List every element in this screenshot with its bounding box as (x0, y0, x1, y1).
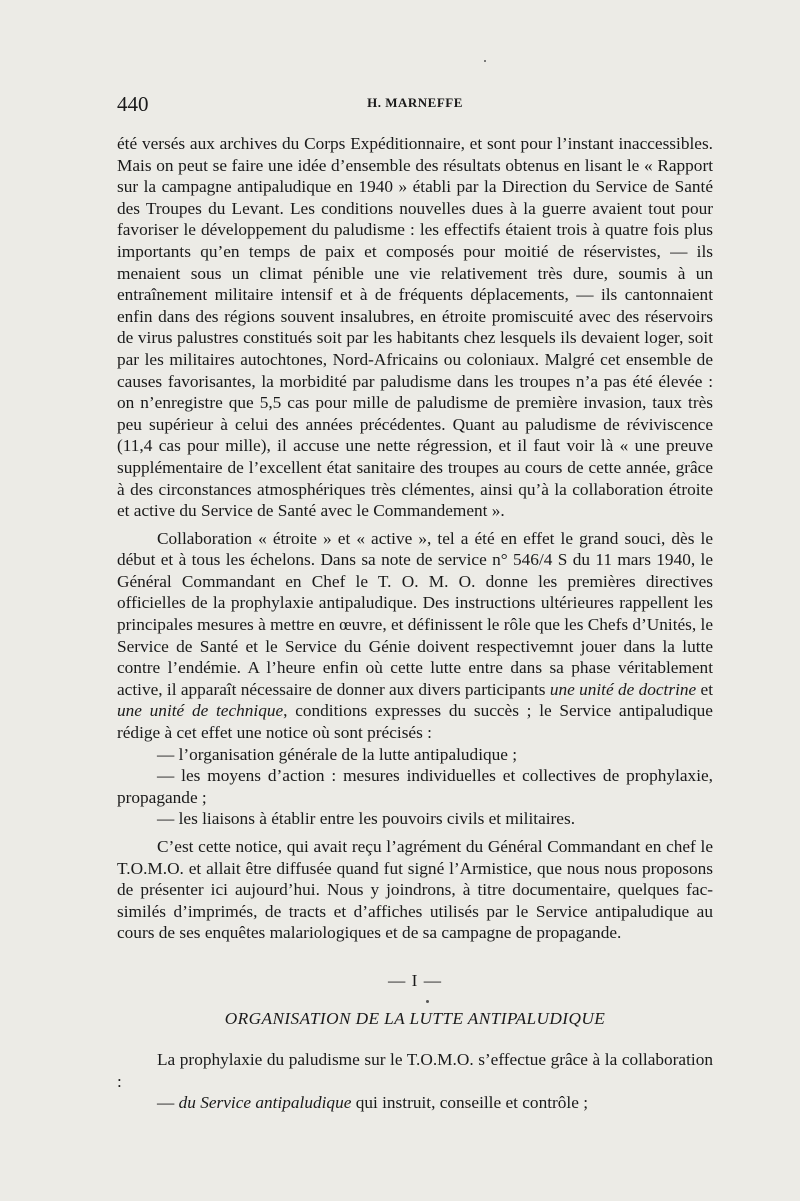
paragraph-2-part-b: et (696, 679, 713, 699)
section-number: — I — (388, 970, 442, 990)
paragraph-3: C’est cette notice, qui avait reçu l’agrément du Général Commandant en chef le T.O.M.O. et allait être diffusée quand fut signé l’Armistice, que nous nous proposons de présenter ici aujourd’hui. Nous y joindrons, à titre documentaire, quelques fac-similés d’imprimés, de tracts et d’affiches utilisés par le Service antipaludique au cours de ses enquêtes malariologiques et de sa campagne de propagande. (117, 837, 713, 943)
paragraph-2-part-a: Collaboration « étroite » et « active », tel a été en effet le grand souci, dès le début et à tous les échelons. Dans sa note de service n° 546/4 S du 11 mars 1940, le Général Commandant en Chef le T. O. M. O. donne les premières directives officielles de la prophylaxie antipaludique. Des instructions ultérieures rappellent les principales mesures à mettre en œuvre, et définissent le rôle que les Chefs d’Unités, le Service de Santé et le Service du Génie doivent respectivemnt jouer dans la lutte contre l’endémie. A l’heure enfin où cette lutte entre dans sa phase véritablement active, il apparaît nécessaire de donner aux divers participants (117, 528, 714, 699)
paragraph-2 (117, 528, 713, 744)
page-number: 440 (117, 92, 149, 116)
list-item-liaisons: — les liaisons à établir entre les pouvoirs civils et militaires. (157, 809, 576, 829)
list-item-rest: qui instruit, conseille et contrôle ; (351, 1093, 588, 1113)
emphasis-unite-doctrine: une unité de doctrine (549, 679, 697, 699)
list-item-service-antipaludique (117, 1092, 713, 1114)
running-head (117, 92, 713, 116)
paper-speck (426, 1000, 429, 1003)
paragraph-1: été versés aux archives du Corps Expéditionnaire, et sont pour l’instant inaccessibles. Mais on peut se faire une idée d’ensemble des résultats obtenus en lisant le « Rapport sur la campagne antipaludique en 1940 » établi par la Direction du Service de Santé des Troupes du Levant. Les conditions nouvelles dues à la guerre avaient tout pour favoriser le développement du paludisme : les effectifs étaient trois à quatre fois plus importants qu’en temps de paix et composés pour moitié de réservistes, — ils menaient sous un climat pénible une vie relativement très dure, soumis à un entraînement militaire intensif et à de fréquents déplacements, — ils cantonnaient enfin dans des régions souvent insalubres, en étroite promiscuité avec des réservoirs de virus palustres constitués soit par les habitants chez lesquels ils devaient loger, soit par les militaires autochtones, Nord-Africains ou coloniaux. Malgré cet ensemble de causes favorisantes, la morbidité par paludisme dans les troupes n’a pas été élevée : on n’enregistre que 5,5 cas pour mille de paludisme de première invasion, taux très peu supérieur à celui des années précédentes. Quant au paludisme de réviviscence (11,4 cas pour mille), il accuse une nette régression, et il faut voir là « une preuve supplémentaire de l’excellent état sanitaire des troupes au cours de cette année, grâce à des circonstances atmosphériques très clémentes, ainsi qu’à la collaboration étroite et active du Service de Santé avec le Commandement ». (117, 134, 713, 521)
running-title: H. MARNEFFE (367, 95, 463, 110)
emphasis-unite-technique: une unité de technique (117, 701, 284, 721)
body-text (117, 133, 713, 1114)
list-item-organisation: — l’organisation générale de la lutte antipaludique ; (157, 744, 518, 764)
section-title: ORGANISATION DE LA LUTTE ANTIPALUDIQUE (224, 1008, 606, 1028)
paragraph-4: La prophylaxie du paludisme sur le T.O.M.O. s’effectue grâce à la collaboration : (117, 1050, 713, 1091)
list-dash: — (157, 1093, 179, 1113)
paragraph-2-part-c: , conditions expresses du succès ; le Service antipaludique rédige à cet effet une notice où sont précisés : (117, 701, 713, 743)
list-item-moyens: — les moyens d’action : mesures individuelles et collectives de prophylaxie, propagande ; (117, 766, 713, 807)
paper-speck (484, 60, 486, 62)
emphasis-service-antipaludique: du Service antipaludique (178, 1093, 352, 1113)
